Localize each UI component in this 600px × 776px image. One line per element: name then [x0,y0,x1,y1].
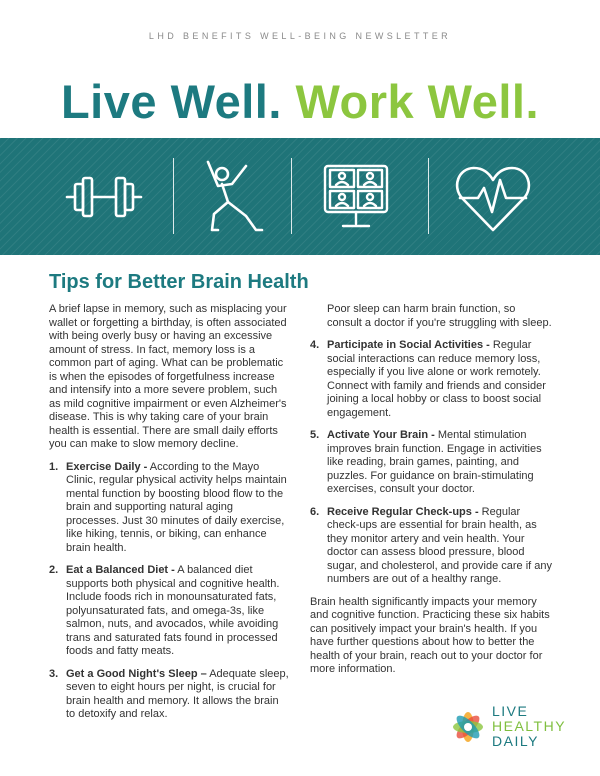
banner-divider [428,158,429,234]
article-title: Tips for Better Brain Health [49,271,309,293]
tip-label: Eat a Balanced Diet - [66,564,175,576]
tips-list [49,461,289,722]
heart-rate-icon [448,154,538,239]
list-item [310,429,553,497]
flower-logo-icon [446,705,490,749]
tip-number: 6. [310,505,320,518]
list-item [49,668,289,722]
live-healthy-daily-logo [446,703,566,755]
headline-live-well: Live Well. [60,75,282,128]
headline-work-well: Work Well. [295,75,540,128]
article-closing: Brain health significantly impacts your memory and cognitive function. Practicing these six habits can positively impact your brain's health. If you have further questions about how to better the health of your brain, reach out to your doctor for more information. [310,595,550,675]
list-item [310,339,553,420]
dumbbell-icon [59,154,149,239]
tip-text: Adequate sleep, seven to eight hours per night, is crucial for brain health and memory. It allows the brain to detoxify and relax. [66,667,289,720]
logo-line-daily: DAILY [492,733,539,749]
tip-continued-text: Poor sleep can harm brain function, so consult a doctor if you're struggling with sleep. [327,303,552,329]
tip-label: Receive Regular Check-ups - [327,505,479,518]
tip-text: Regular social interactions can reduce memory loss, especially if you live alone or work remotely. Connect with family and friends and consider joining a local hobby or class to boost social engagement. [327,339,546,419]
tip-number: 4. [310,339,320,351]
tip-text: Regular check-ups are essential for brain health, as they monitor artery and vein health. Your doctor can assess blood pressure, blood sugar, and cholesterol, and provide care if any numbers are out of a healthy range. [327,505,553,585]
tip-text: According to the Mayo Clinic, regular physical activity helps maintain mental function by boosting blood flow to the brain and supporting natural aging processes. Just 30 minutes of daily exercise, like hiking, tennis, or biking, can enhance brain health. [66,460,287,554]
yoga-pose-icon [188,154,278,239]
tip-label: Participate in Social Activities - [327,339,490,351]
tip-label: Exercise Daily - [66,460,148,473]
tip-text: Mental stimulation improves brain function. Engage in activities like reading, brain games, painting, and puzzles. For guidance on brain-stimulating exercises, consult your doctor. [327,429,542,495]
banner-divider [173,158,174,234]
article-column-left [49,303,289,731]
tips-list [310,339,553,587]
list-item [49,461,289,556]
tip-label: Get a Good Night's Sleep – [66,667,207,680]
article-intro: A brief lapse in memory, such as misplacing your wallet or forgetting a birthday, is often associated with being overly busy or having an excessive amount of stress. In fact, memory loss is a common part of aging. What can be problematic is when the episodes of forgetfulness increase and intensify into a more severe problem, such as mild cognitive impairment or even Alzheimer's disease. This is why taking care of your brain health is essential. There are small daily efforts you can make to slow memory decline. [49,303,287,450]
article-column-right [310,303,553,677]
newsletter-kicker: LHD BENEFITS WELL-BEING NEWSLETTER [148,31,452,41]
icon-banner [0,138,600,255]
tip-number: 2. [49,564,59,576]
tip-number: 1. [49,460,59,473]
logo-wordmark [492,704,566,749]
video-conference-icon [311,154,401,239]
logo-line-live: LIVE [492,703,529,719]
tip-number: 5. [310,429,320,441]
tip-label: Activate Your Brain - [327,429,435,441]
list-item [49,564,289,659]
tip-number: 3. [49,667,59,680]
list-item [310,506,553,587]
banner-divider [291,158,292,234]
logo-line-healthy: HEALTHY [492,718,567,734]
newsletter-headline [0,74,600,129]
tip-text: A balanced diet supports both physical and cognitive health. Include foods rich in monounsaturated fats, polyunsaturated fats, and omega-3s, like salmon, nuts, and avocados, while avoiding trans and saturated fats found in processed foods and fatty meats. [66,564,280,657]
